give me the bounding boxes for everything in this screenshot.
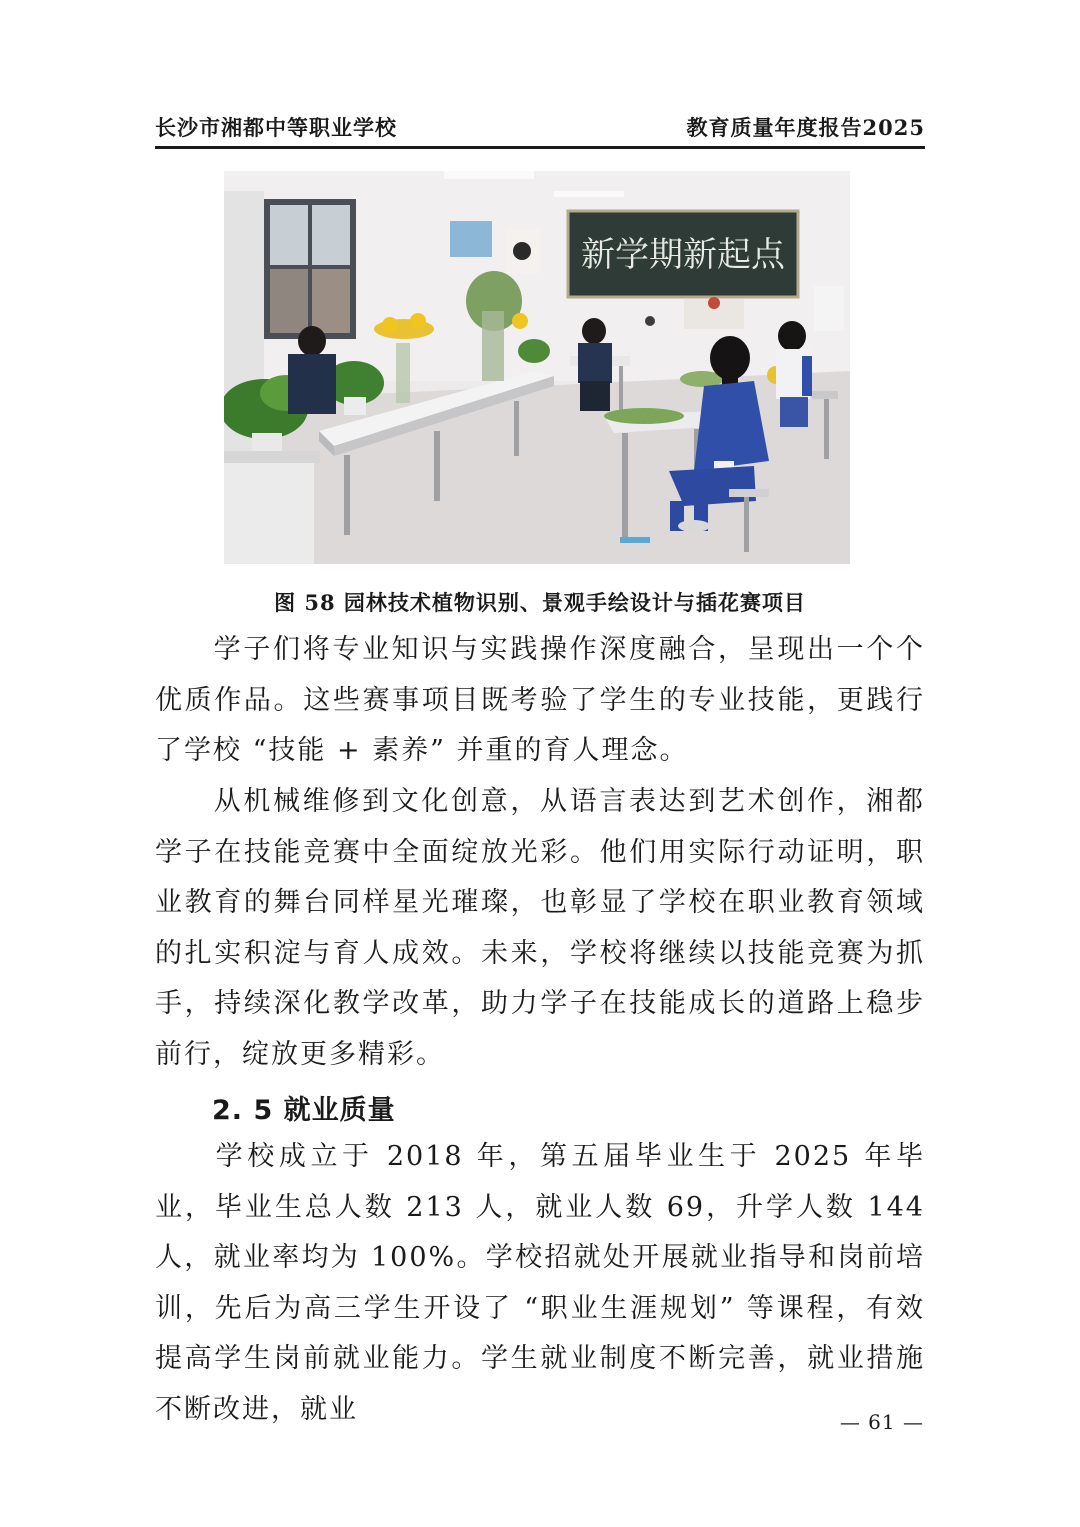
page-header: [155, 112, 925, 146]
figure-caption: 图 58 园林技术植物识别、景观手绘设计与插花赛项目: [274, 590, 806, 615]
body-paragraph: [155, 625, 925, 777]
body-paragraph: [155, 1132, 925, 1435]
chalkboard-text: 新学期新起点: [581, 235, 785, 275]
body-paragraph: [155, 777, 925, 1080]
classroom-photo: [224, 171, 850, 564]
paragraph-text: 学校成立于 2018 年，第五届毕业生于 2025 年毕业，毕业生总人数 213 人，就业人数 69，升学人数 144 人，就业率均为 100%。学校招就处开展就业指导和岗前培训，先后为高三学生开设了 “职业生涯规划” 等课程，有效提高学生岗前就业能力。学生就业制度不断完善，就业措施不断改进，就业: [155, 1141, 925, 1425]
page-number: — 61 —: [839, 1410, 924, 1434]
header-divider: [155, 146, 925, 149]
paragraph-text: 从机械维修到文化创意，从语言表达到艺术创作，湘都学子在技能竞赛中全面绽放光彩。他们用实际行动证明，职业教育的舞台同样星光璀璨，也彰显了学校在职业教育领域的扎实积淀与育人成效。未来，学校将继续以技能竞赛为抓手，持续深化教学改革，助力学子在技能成长的道路上稳步前行，绽放更多精彩。: [155, 786, 925, 1070]
section-heading: 2. 5 就业质量: [212, 1095, 396, 1126]
school-name: 长沙市湘都中等职业学校: [155, 115, 397, 140]
report-title: 教育质量年度报告2025: [686, 115, 925, 140]
paragraph-text: 学子们将专业知识与实践操作深度融合，呈现出一个个优质作品。这些赛事项目既考验了学生的专业技能，更践行了学校 “技能 + 素养” 并重的育人理念。: [155, 634, 925, 766]
